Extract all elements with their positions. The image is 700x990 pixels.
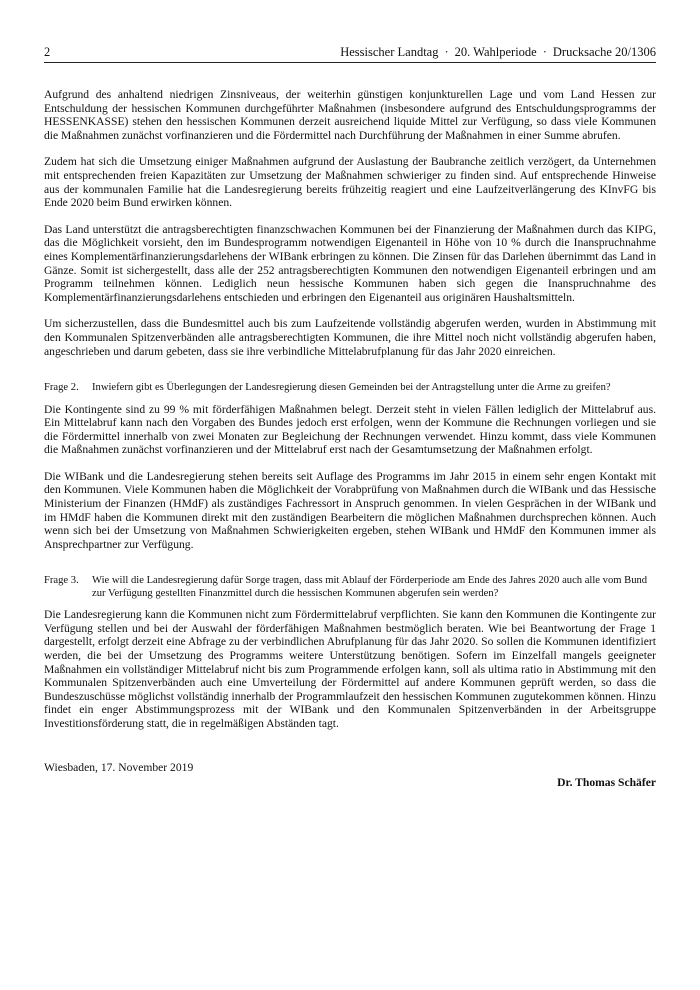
intro-paragraph: Das Land unterstützt die antragsberechtigten finanzschwachen Kommunen bei der Finanzierung der Maßnahmen durch das KIPG, das die Möglichkeit vorsieht, den im Bundesprogramm notwendigen Eigenanteil in Höhe von 10 % durch die Inanspruchnahme eines Komplementärfinanzierungsdarlehens der WIBank erbringen zu können. Die Zinsen für das Darlehen übernimmt das Land in Gänze. Somit ist sichergestellt, dass alle der 252 antragsberechtigten Kommunen den notwendigen Eigenanteil erbringen und am Programm teilnehmen können. Lediglich neun hessische Kommunen haben sich gegen die Inanspruchnahme des Komplementärfinanzierungsdarlehens entschieden und erbringen den Eigenanteil aus originären Haushaltsmitteln. <box>44 222 656 304</box>
intro-paragraph: Um sicherzustellen, dass die Bundesmittel auch bis zum Laufzeitende vollständig abgerufen werden, wurden in Abstimmung mit den Kommunalen Spitzenverbänden alle antragsberechtigten Kommunen, die ihre Mittel noch nicht vollständig abgerufen haben, angeschrieben und darum gebeten, dass sie ihre verbindliche Mittelabrufplanung für das Jahr 2020 einreichen. <box>44 317 656 358</box>
document-body <box>44 88 656 790</box>
header-publisher: Hessischer Landtag <box>340 45 439 59</box>
intro-paragraph: Zudem hat sich die Umsetzung einiger Maßnahmen aufgrund der Auslastung der Baubranche zeitlich verzögert, da Unternehmen mit entsprechenden freien Kapazitäten zur Umsetzung der Maßnahmen schwieriger zu finden sind. Auf entsprechende Hinweise aus der kommunalen Familie hat die Landesregierung bereits frühzeitig reagiert und eine Laufzeitverlängerung des KInvFG bis Ende 2020 beim Bund erwirken können. <box>44 155 656 210</box>
question-2 <box>44 382 656 394</box>
intro-paragraph: Aufgrund des anhaltend niedrigen Zinsniveaus, der weiterhin günstigen konjunkturellen Lage und vom Land Hessen zur Entschuldung der hessischen Kommunen durchgeführter Maßnahmen (insbesondere aufgrund des Entschuldungsprogramms der HESSENKASSE) stehen den hessischen Kommunen derzeit ausreichend liquide Mittel zur Verfügung, so dass viele Kommunen die Maßnahmen zunächst vorfinanzieren und die Fördermittel nach Durchführung der Maßnahmen in einer Summe abrufen. <box>44 88 656 142</box>
header-separator: · <box>444 45 449 59</box>
answer-3-paragraph: Die Landesregierung kann die Kommunen nicht zum Fördermittelabruf verpflichten. Sie kann den Kommunen die Kontingente zur Verfügung stellen und bei der Auswahl der förderfähigen Maßnahmen bestmöglich beraten. Wie bei Beantwortung der Frage 1 dargestellt, erfolgt derzeit eine Abfrage zu der verbindlichen Abrufplanung für das Jahr 2020. So sollen die Kommunen identifiziert werden, die bei der Umsetzung des Programms weitere Unterstützung benötigen. Sofern im Einzelfall mangels geeigneter Maßnahmen ein vollständiger Mittelabruf nicht bis zum Programmende erfolgen kann, soll als ultima ratio in Abstimmung mit den Kommunalen Spitzenverbänden auch eine Umverteilung der Fördermittel auf andere Kommunen geprüft werden, so dass die Bundeszuschüsse möglichst vollständig innerhalb der Programmlaufzeit den hessischen Kommunen zugutekommen können. Hinzu findet ein enger Abstimmungsprozess mit der WIBank und den Kommunalen Spitzenverbänden in der Arbeitsgruppe Investitionsförderung statt, die in regelmäßigen Abständen tagt. <box>44 608 656 730</box>
header-document-info <box>340 44 656 60</box>
header-period: 20. Wahlperiode <box>454 45 537 59</box>
question-3-text: Wie will die Landesregierung dafür Sorge tragen, dass mit Ablauf der Förderperiode am Ende des Jahres 2020 auch alle vom Bund zur Verfügung gestellten Finanzmittel durch die hessischen Kommunen abgerufen sein werden? <box>92 575 648 599</box>
header-separator: · <box>542 45 547 59</box>
question-3 <box>44 575 656 600</box>
question-2-text: Inwiefern gibt es Überlegungen der Landesregierung diesen Gemeinden bei der Antragstellung unter die Arme zu greifen? <box>92 382 611 394</box>
question-2-label: Frage 2. <box>44 382 79 394</box>
signature-name: Dr. Thomas Schäfer <box>557 776 656 790</box>
answer-2-paragraph: Die Kontingente sind zu 99 % mit förderfähigen Maßnahmen belegt. Derzeit steht in vielen Fällen lediglich der Mittelabruf aus. Ein Mittelabruf kann nach den Vorgaben des Bundes jedoch erst erfolgen, wenn der Kommune die Rechnungen vorliegen und sie die Fördermittel innerhalb von zwei Monaten zur Begleichung der Rechnungen verwendet. Hinzu kommt, dass viele Kommunen die Maßnahmen zunächst vorfinanzieren und der Mittelabruf erst nach der Gesamtumsetzung der Maßnahmen erfolgt. <box>44 402 656 457</box>
page-header <box>44 44 656 63</box>
question-3-label: Frage 3. <box>44 575 79 587</box>
header-document-number: Drucksache 20/1306 <box>552 45 656 59</box>
answer-2-paragraph: Die WIBank und die Landesregierung stehen bereits seit Auflage des Programms im Jahr 2015 in einem sehr engen Kontakt mit den Kommunen. Viele Kommunen haben die Möglichkeit der Vorabprüfung von Maßnahmen durch die WIBank und das Hessische Ministerium der Finanzen (HMdF) als zuständiges Fachressort in Anspruch genommen. In vielen Gesprächen in der WIBank und im HMdF haben die Kommunen direkt mit den zuständigen Bearbeitern die möglichen Maßnahmen durchsprechen können. Auch wenn sich bei der Umsetzung von Maßnahmen Schwierigkeiten ergeben, stehen WIBank und HMdF den Kommunen immer als Ansprechpartner zur Verfügung. <box>44 469 656 551</box>
signature-place-date: Wiesbaden, 17. November 2019 <box>44 760 194 774</box>
page-number: 2 <box>44 45 51 59</box>
